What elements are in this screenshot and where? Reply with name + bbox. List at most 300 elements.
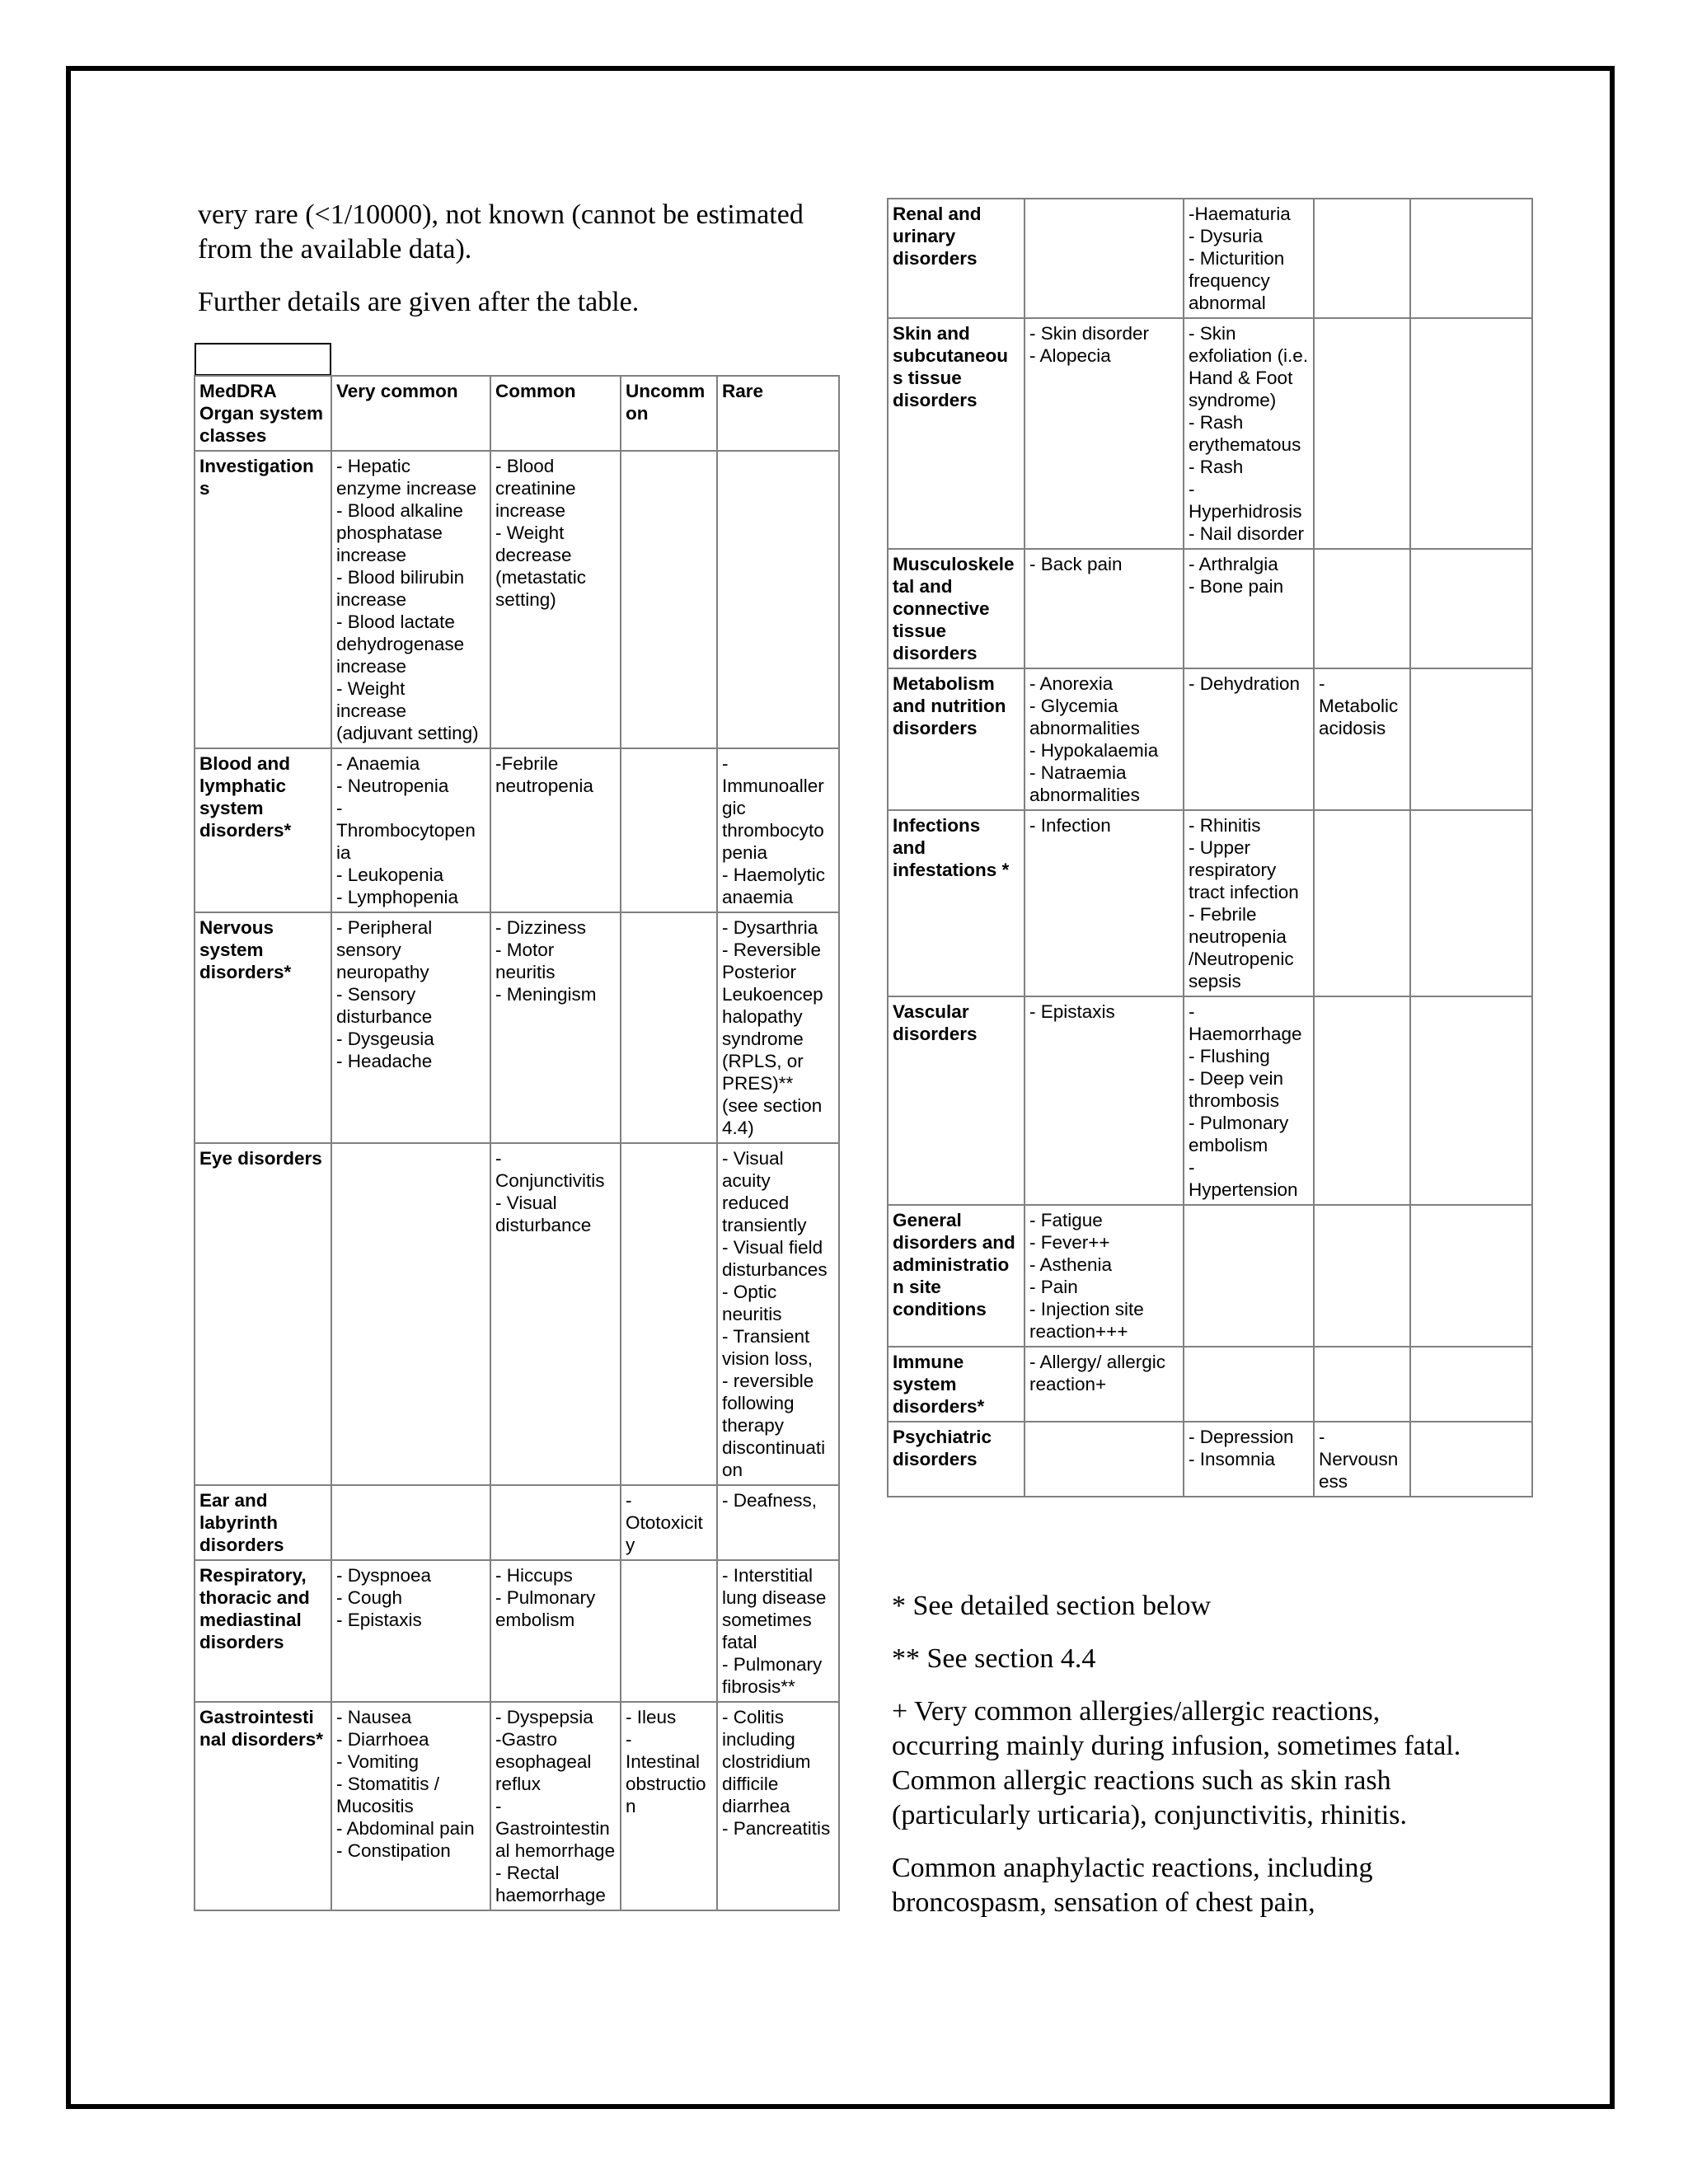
cell-line: disorders [893,718,978,738]
very-common-cell [1025,1347,1184,1422]
cell-line: administratio [893,1254,1010,1275]
cell-line: - Visual [722,1148,784,1169]
cell-line: tissue [893,621,947,641]
cell-line: lung disease [722,1587,827,1608]
cell-line: - Skin [1189,323,1236,344]
cell-line: thrombosis [1189,1090,1280,1111]
cell-line: - Blood alkaline [336,500,463,521]
cell-line: n [626,1796,636,1816]
cell-line: - Alopecia [1029,345,1111,366]
cell-line: system [893,1374,957,1394]
cell-line: - Meningism [495,984,597,1005]
very-common-cell [1025,318,1184,549]
cell-line: tal and [893,576,953,597]
cell-line: - Dyspepsia [495,1707,593,1727]
common-cell [1184,1347,1314,1422]
rare-cell [1410,668,1532,810]
cell-line: - Reversible [722,940,822,960]
very-common-cell [331,1143,490,1485]
cell-line: Skin and [893,323,970,344]
table-row [888,199,1532,318]
rare-cell [1410,996,1532,1205]
cell-line: Vascular [893,1001,969,1022]
organ-system-cell [888,1422,1025,1497]
cell-line: - Neutropenia [336,776,449,796]
cell-line: - Blood [495,456,555,476]
rare-cell [717,1485,839,1560]
rare-cell [1410,810,1532,996]
cell-line: - [1319,673,1325,694]
cell-line: Leukoencep [722,984,823,1005]
cell-line: difficile [722,1774,779,1794]
cell-line: - Allergy/ allergic [1029,1352,1166,1372]
organ-system-cell [888,1205,1025,1347]
very-common-cell [331,912,490,1143]
cell-line: - Optic [722,1282,777,1302]
header-very-common: Very common [331,376,490,451]
cell-line: - Nail disorder [1189,523,1305,544]
common-cell [1184,549,1314,668]
cell-line: - Dysuria [1189,226,1264,246]
cell-line: transiently [722,1215,807,1235]
cell-line: on [626,403,649,424]
uncommon-cell [1314,199,1410,318]
cell-line: - Abdominal pain [336,1818,475,1839]
very-common-cell [1025,810,1184,996]
right-table-body [888,199,1532,1497]
rare-cell [717,912,839,1143]
rare-cell [1410,1422,1532,1497]
cell-line: connective [893,598,990,619]
cell-line: - Vomiting [336,1751,420,1772]
cell-line: disorders [893,248,978,269]
cell-line: reduced [722,1193,790,1213]
cell-line: - Leukopenia [336,865,444,885]
cell-line: - Flushing [1189,1046,1270,1066]
cell-line: - [1189,1001,1195,1022]
cell-line: ess [1319,1471,1348,1492]
cell-line: disorders [893,1024,978,1044]
cell-line: system [199,798,264,818]
cell-line: neutropenia [495,776,593,796]
organ-system-cell [888,199,1025,318]
cell-line: sometimes [722,1610,812,1630]
cell-line: disorders* [199,962,292,982]
cell-line: esophageal [495,1751,592,1772]
common-cell [1184,1205,1314,1347]
rare-cell [717,748,839,912]
table-row [888,1422,1532,1497]
organ-system-cell [888,1347,1025,1422]
intro-paragraph-details: Further details are given after the table. [198,287,640,317]
table-row [195,748,839,912]
cell-line: abnormal [1189,293,1266,313]
adverse-reactions-table-right [887,198,1533,1497]
header-soc [195,376,331,451]
cell-line: - Febrile [1189,904,1257,925]
uncommon-cell [1314,1205,1410,1347]
cell-line: - Visual field [722,1237,823,1258]
rare-cell [1410,1205,1532,1347]
rare-cell [1410,1347,1532,1422]
cell-line: - Arthralgia [1189,554,1278,574]
cell-line: lymphatic [199,776,287,796]
cell-line: disturbance [336,1006,433,1027]
cell-line: thrombocyto [722,820,824,841]
cell-line: - Pulmonary [722,1654,823,1675]
cell-line: haemorrhage [495,1885,606,1905]
cell-line: syndrome) [1189,390,1277,410]
cell-line: -Febrile [495,753,559,774]
cell-line: increase [336,545,407,565]
organ-system-cell [195,451,331,748]
uncommon-cell [1314,996,1410,1205]
cell-line: - Nausea [336,1707,412,1727]
cell-line: conditions [893,1299,987,1319]
cell-line: embolism [495,1610,575,1630]
cell-line: Eye disorders [199,1148,322,1169]
organ-system-cell [888,549,1025,668]
cell-line: Metabolism [893,673,995,694]
common-cell [1184,810,1314,996]
cell-line: fatal [722,1632,757,1652]
cell-line: mediastinal [199,1610,302,1630]
uncommon-cell [1314,668,1410,810]
cell-line: disorders and [893,1232,1015,1253]
table-row [195,1485,839,1560]
table-row [195,1143,839,1485]
cell-line: - Deep vein [1189,1068,1284,1089]
cell-line: - Bone pain [1189,576,1284,597]
cell-line: Blood and [199,753,290,774]
cell-line: - Stomatitis / [336,1774,440,1794]
organ-system-cell [195,1702,331,1910]
intro-paragraph-frequency: very rare (<1/10000), not known (cannot be estimated from the available data). [198,199,804,265]
cell-line: neuropathy [336,962,429,982]
cell-line: halopathy [722,1006,803,1027]
cell-line: neuritis [722,1304,782,1324]
cell-line: and [893,837,926,858]
cell-line: - Injection site [1029,1299,1144,1319]
uncommon-cell [1314,810,1410,996]
cell-line: - Rhinitis [1189,815,1261,836]
header-uncommon [621,376,717,451]
cell-line: - Depression [1189,1427,1294,1447]
table-row [888,1347,1532,1422]
cell-line: -Haematuria [1189,204,1291,224]
cell-line: nal disorders* [199,1729,324,1750]
very-common-cell [1025,1205,1184,1347]
cell-line: - Epistaxis [1029,1001,1115,1022]
cell-line: increase [336,701,407,721]
cell-line: - Hiccups [495,1565,573,1586]
cell-line: reaction+++ [1029,1321,1128,1342]
cell-line: - Epistaxis [336,1610,422,1630]
cell-line: disorders* [199,820,292,841]
cell-line: setting) [495,589,556,610]
cell-line: sensory [336,940,401,960]
cell-line: al hemorrhage [495,1840,616,1861]
cell-line: Psychiatric [893,1427,992,1447]
cell-line: Uncomm [626,381,706,401]
cell-line: s [199,478,210,499]
cell-line: - [1319,1427,1325,1447]
rare-cell [717,1560,839,1702]
cell-line: - Skin disorder [1029,323,1150,344]
cell-line: - reversible [722,1371,814,1391]
rare-cell [717,451,839,748]
organ-system-cell [195,748,331,912]
organ-system-cell [888,318,1025,549]
cell-line: Gastrointesti [199,1707,314,1727]
cell-line: - Asthenia [1029,1254,1113,1275]
organ-system-cell [195,912,331,1143]
cell-line: 4.4) [722,1118,754,1138]
cell-line: - Anorexia [1029,673,1114,694]
cell-line: - Cough [336,1587,403,1608]
uncommon-cell [621,748,717,912]
cell-line: - Blood bilirubin [336,567,465,588]
cell-line: Ear and [199,1490,268,1511]
common-cell [490,1702,621,1910]
cell-line: s tissue [893,368,962,388]
table-row [888,549,1532,668]
cell-line: erythematous [1189,434,1301,455]
cell-line: - Back pain [1029,554,1123,574]
cell-line: - Infection [1029,815,1111,836]
cell-line: - Rash [1189,412,1244,433]
cell-line: abnormalities [1029,718,1140,738]
common-cell [490,748,621,912]
common-cell [490,1560,621,1702]
cell-line: (metastatic [495,567,587,588]
table-header-row [195,376,839,451]
cell-line: disturbances [722,1259,828,1280]
common-cell [1184,1422,1314,1497]
cell-line: fibrosis** [722,1676,795,1697]
cell-line: system [199,940,264,960]
cell-line: - Natraemia [1029,762,1127,783]
very-common-cell [331,451,490,748]
common-cell [1184,199,1314,318]
organ-system-cell [888,668,1025,810]
cell-line: Conjunctivitis [495,1170,605,1191]
cell-line: - Micturition [1189,248,1285,269]
cell-line: Immunoaller [722,776,824,796]
organ-system-cell [195,1485,331,1560]
cell-line: - Motor [495,940,555,960]
cell-line: - [495,1796,502,1816]
table-row [888,996,1532,1205]
organ-system-cell [888,810,1025,996]
footnote-double-asterisk: ** See section 4.4 [892,1643,1096,1674]
cell-line: - Ileus [626,1707,677,1727]
cell-line: - Headache [336,1051,433,1071]
very-common-cell [331,1560,490,1702]
cell-line: Organ system [199,403,324,424]
cell-line: anaemia [722,887,794,907]
very-common-cell [1025,996,1184,1205]
cell-line: - Visual [495,1193,557,1213]
cell-line: - Dehydration [1189,673,1301,694]
cell-line: abnormalities [1029,785,1140,805]
cell-line: Posterior [722,962,797,982]
cell-line: - Pancreatitis [722,1818,831,1839]
cell-line: on [722,1460,743,1480]
cell-line: (adjuvant setting) [336,723,479,743]
cell-line: phosphatase [336,523,443,543]
cell-line: Hand & Foot [1189,368,1293,388]
cell-line: Thrombocytopen [336,820,476,841]
table-row [888,810,1532,996]
cell-line: disorders [893,643,978,663]
common-cell [490,912,621,1143]
cell-line: - Dysarthria [722,917,818,938]
cell-line: diarrhea [722,1796,790,1816]
uncommon-cell [621,1485,717,1560]
left-table-body [195,451,839,1910]
cell-line: - Weight [336,678,406,699]
cell-line: - Pulmonary [1189,1113,1289,1133]
cell-line: urinary [893,226,956,246]
cell-line: Haemorrhage [1189,1024,1302,1044]
cell-line: /Neutropenic [1189,949,1294,969]
cell-line: dehydrogenase [336,634,465,654]
rare-cell [1410,199,1532,318]
cell-line: - Pain [1029,1277,1078,1297]
uncommon-cell [621,1143,717,1485]
cell-line: subcutaneou [893,345,1009,366]
cell-line: PRES)** [722,1073,794,1094]
cell-line: Mucositis [336,1796,414,1816]
cell-line: Investigation [199,456,314,476]
cell-line: reaction+ [1029,1374,1107,1394]
cell-line: ia [336,842,351,863]
cell-line: creatinine [495,478,576,499]
cell-line: classes [199,425,267,446]
footnotes [892,1589,1485,1938]
cell-line: n site [893,1277,941,1297]
cell-line: - Fatigue [1029,1210,1103,1230]
footnote-plus: + Very common allergies/allergic reactions, occurring mainly during infusion, sometimes fatal. Common allergic reactions such as skin rash (particularly urticaria), conjunctivitis, rhinitis. [892,1696,1461,1830]
rare-cell [717,1702,839,1910]
cell-line: - Transient [722,1326,810,1347]
common-cell [490,1485,621,1560]
cell-line: obstructio [626,1774,706,1794]
cell-line: embolism [1189,1135,1268,1155]
footnote-asterisk: * See detailed section below [892,1591,1212,1621]
very-common-cell [1025,199,1184,318]
cell-line: clostridium [722,1751,811,1772]
cell-line: - Hypokalaemia [1029,740,1159,761]
very-common-cell [1025,549,1184,668]
uncommon-cell [621,912,717,1143]
cell-line: respiratory [1189,860,1277,880]
cell-line: - Anaemia [336,753,420,774]
cell-line: including [722,1729,795,1750]
table-row [195,451,839,748]
cell-line: disorders* [893,1396,985,1417]
uncommon-cell [1314,1347,1410,1422]
rare-cell [1410,318,1532,549]
table-row [888,1205,1532,1347]
cell-line: - Glycemia [1029,696,1118,716]
cell-line: y [626,1535,635,1555]
cell-line: discontinuati [722,1437,826,1458]
uncommon-cell [1314,318,1410,549]
cell-line: disorders [199,1535,284,1555]
header-common: Common [490,376,621,451]
intro-text [198,198,849,338]
cell-line: - Dysgeusia [336,1029,434,1049]
cell-line: reflux [495,1774,542,1794]
cell-line: - [1189,1157,1195,1178]
cell-line: acidosis [1319,718,1386,738]
cell-line: decrease [495,545,572,565]
cell-line: sepsis [1189,971,1241,991]
cell-line: increase [495,500,566,521]
cell-line: therapy [722,1415,785,1436]
very-common-cell [1025,668,1184,810]
table-row [888,318,1532,549]
cell-line: acuity [722,1170,771,1191]
cell-line: disorders [893,390,978,410]
very-common-cell [331,1702,490,1910]
cell-line: and nutrition [893,696,1006,716]
cell-line: Immune [893,1352,964,1372]
cell-line: Nervousn [1319,1449,1399,1469]
cell-line: increase [336,589,407,610]
common-cell [1184,668,1314,810]
cell-line: - Peripheral [336,917,433,938]
cell-line: labyrinth [199,1512,279,1533]
cell-line: thoracic and [199,1587,310,1608]
cell-line: - Lymphopenia [336,887,459,907]
table-caption-box [195,343,331,376]
cell-line: syndrome [722,1029,804,1049]
cell-line: neuritis [495,962,556,982]
cell-line: neutropenia [1189,926,1287,947]
cell-line: gic [722,798,746,818]
table-row [195,912,839,1143]
very-common-cell [1025,1422,1184,1497]
cell-line: - Rectal [495,1863,560,1883]
uncommon-cell [621,1702,717,1910]
cell-line: - [626,1729,632,1750]
cell-line: - [336,798,343,818]
cell-line: Gastrointestin [495,1818,610,1839]
cell-line: - Colitis [722,1707,785,1727]
rare-cell [1410,549,1532,668]
cell-line: - Sensory [336,984,416,1005]
organ-system-cell [195,1560,331,1702]
cell-line: - Insomnia [1189,1449,1276,1469]
cell-line: - Interstitial [722,1565,814,1586]
cell-line: - [1189,479,1195,499]
table-row [195,1560,839,1702]
organ-system-cell [195,1143,331,1485]
cell-line: penia [722,842,768,863]
cell-line: - Dizziness [495,917,587,938]
cell-line: disturbance [495,1215,592,1235]
cell-line: enzyme increase [336,478,477,499]
cell-line: Respiratory, [199,1565,307,1586]
cell-line: MedDRA [199,381,277,401]
cell-line: Nervous [199,917,274,938]
table-row [195,1702,839,1910]
cell-line: frequency [1189,270,1270,291]
common-cell [490,1143,621,1485]
